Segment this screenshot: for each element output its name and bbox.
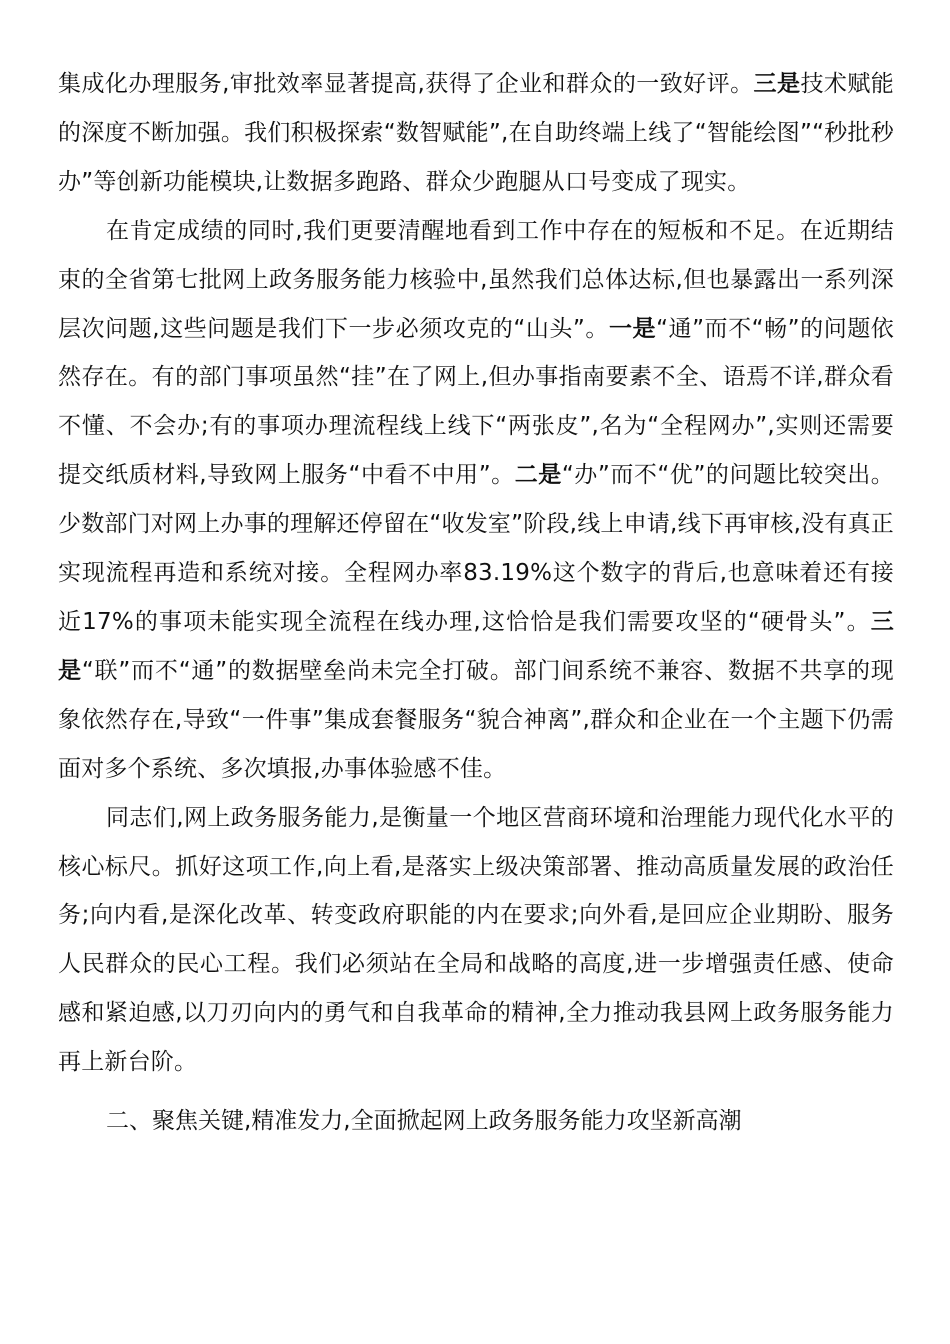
bold-lead-phrase: 三是: [753, 71, 801, 97]
paragraph-text: 集成化办理服务,审批效率显著提高,获得了企业和群众的一致好评。: [58, 71, 754, 97]
bold-lead-phrase: 三是: [58, 608, 894, 684]
paragraph-continued: [58, 60, 894, 207]
bold-lead-phrase: 一是: [608, 315, 657, 342]
paragraph-text: 在肯定成绩的同时,我们更要清醒地看到工作中存在的短板和不足。在近期结束的全省第七批网上政务服务能力核验中,虽然我们总体达标,但也暴露出一系列深层次问题,这些问题是我们下一步必须攻克的“山头”。: [58, 217, 894, 342]
paragraph-text: 同志们,网上政务服务能力,是衡量一个地区营商环境和治理能力现代化水平的核心标尺。抓好这项工作,向上看,是落实上级决策部署、推动高质量发展的政治任务;向内看,是深化改革、转变政府职能的内在要求;向外看,是回应企业期盼、服务人民群众的民心工程。我们必须站在全局和战略的高度,进一步增强责任感、使命感和紧迫感,以刀刃向内的勇气和自我革命的精神,全力推动我县网上政务服务能力再上新台阶。: [58, 804, 894, 1076]
paragraph-text: “通”而不“畅”的问题依然存在。有的部门事项虽然“挂”在了网上,但办事指南要素不全、语焉不详,群众看不懂、不会办;有的事项办理流程线上线下“两张皮”,名为“全程网办”,实则还需要提交纸质材料,导致网上服务“中看不中用”。: [58, 315, 894, 489]
paragraph-shortcomings: [58, 207, 894, 794]
paragraph-text: “联”而不“通”的数据壁垒尚未完全打破。部门间系统不兼容、数据不共享的现象依然存在,导致“一件事”集成套餐服务“貌合神离”,群众和企业在一个主题下仍需面对多个系统、多次填报,办事体验感不佳。: [58, 657, 894, 782]
section-heading: 二、聚焦关键,精准发力,全面掀起网上政务服务能力攻坚新高潮: [106, 1108, 742, 1135]
paragraph-text: “办”而不“优”的问题比较突出。少数部门对网上办事的理解还停留在“收发室”阶段,线上申请,线下再审核,没有真正实现流程再造和系统对接。全程网办率83.19%这个数字的背后,也意味着还有接近17%的事项未能实现全流程在线办理,这恰恰是我们需要攻坚的“硬骨头”。: [58, 462, 894, 635]
document-page: [58, 60, 894, 1146]
paragraph-significance: [58, 794, 894, 1087]
bold-lead-phrase: 二是: [514, 462, 562, 489]
paragraph-text: 技术赋能的深度不断加强。我们积极探索“数智赋能”,在自助终端上线了“智能绘图”“秒批秒办”等创新功能模块,让数据多跑路、群众少跑腿从口号变成了现实。: [58, 71, 894, 195]
